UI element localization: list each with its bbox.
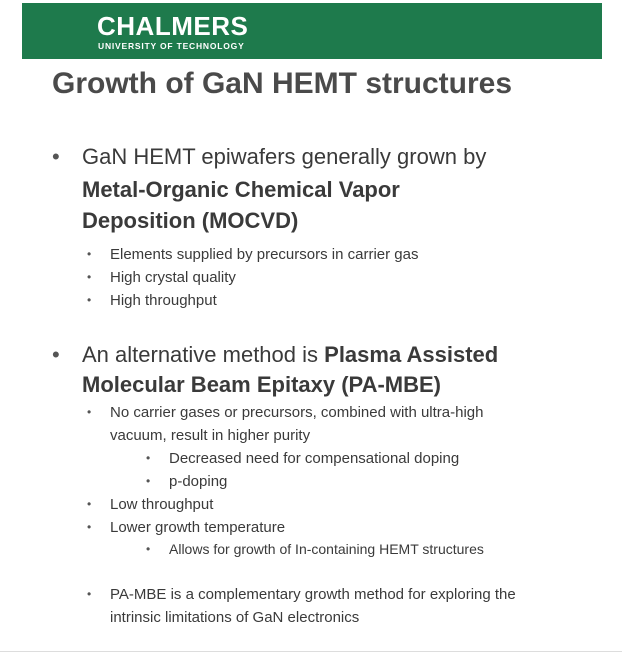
bullet-2-bold-line-1: Plasma Assisted: [324, 342, 499, 367]
bullet-1-sub-2-text: High crystal quality: [110, 269, 236, 286]
bullet-2-bold-line-2: Molecular Beam Epitaxy (PA-MBE): [82, 372, 442, 397]
bullet-2-sub-3: [87, 516, 590, 539]
brand-logo-subtitle: UNIVERSITY OF TECHNOLOGY: [98, 41, 245, 51]
bullet-1-bold-line-1: Metal-Organic Chemical Vapor: [82, 177, 400, 202]
bullet-1-sub-1-text: Elements supplied by precursors in carrier gas: [110, 246, 419, 263]
bullet-dot-icon: •: [52, 342, 60, 367]
bottom-divider: [0, 651, 622, 652]
bullet-2-sub-1-line-1: [87, 401, 590, 424]
bullet-2-sub-4-line-1: [87, 583, 590, 606]
bullet-1-line-3: [82, 206, 582, 236]
bullet-2-sub-1-child-2-text: p-doping: [169, 473, 228, 490]
bullet-1-line-2: [82, 175, 582, 205]
bullet-2-lead: An alternative method is: [82, 342, 325, 367]
bullet-2-sub-3-text: Lower growth temperature: [110, 519, 286, 536]
slide-title: Growth of GaN HEMT structures: [52, 67, 513, 100]
sub-bullet-dot-icon: •: [87, 293, 92, 307]
bullet-2-sub-3-child-1: [146, 538, 589, 561]
sub-bullet-dot-icon: •: [87, 247, 92, 261]
bullet-2-sub-2-text: Low throughput: [110, 496, 214, 513]
bullet-2-sub-4-text-1: PA-MBE is a complementary growth method for exploring the: [110, 586, 516, 603]
bullet-1-sub-3: [87, 289, 590, 312]
bullet-2-sub-4-text-2: intrinsic limitations of GaN electronics: [110, 609, 360, 626]
sub-sub-bullet-dot-icon: •: [146, 474, 151, 488]
bullet-2-sub-4-line-2: [110, 606, 590, 629]
bullet-1-sub-1: [87, 243, 590, 266]
bullet-2-sub-1-child-1-text: Decreased need for compensational doping: [169, 450, 460, 467]
bullet-2-sub-3-child-1-text: Allows for growth of In-containing HEMT structures: [169, 541, 484, 557]
bullet-2-sub-1-text-2: vacuum, result in higher purity: [110, 427, 311, 444]
bullet-2-line-1: [52, 340, 582, 370]
bullet-2-sub-1-child-2: [146, 470, 589, 493]
bullet-1-lead: GaN HEMT epiwafers generally grown by: [82, 144, 487, 169]
sub-bullet-dot-icon: •: [87, 497, 92, 511]
sub-bullet-dot-icon: •: [87, 405, 92, 419]
sub-bullet-dot-icon: •: [87, 270, 92, 284]
sub-sub-bullet-dot-icon: •: [146, 451, 151, 465]
sub-bullet-dot-icon: •: [87, 520, 92, 534]
bullet-2-sub-2: [87, 493, 590, 516]
bullet-1-bold-line-2: Deposition (MOCVD): [82, 208, 299, 233]
sub-bullet-dot-icon: •: [87, 587, 92, 601]
bullet-1-sub-2: [87, 266, 590, 289]
bullet-dot-icon: •: [52, 144, 60, 169]
bullet-2-sub-1-child-1: [146, 447, 589, 470]
sub-sub-bullet-dot-icon: •: [146, 542, 151, 556]
bullet-1-sub-3-text: High throughput: [110, 292, 217, 309]
bullet-2-sub-1-text-1: No carrier gases or precursors, combined with ultra-high: [110, 404, 484, 421]
header-band: [22, 3, 602, 59]
bullet-2-sub-1-line-2: [110, 424, 590, 447]
bullet-1-line-1: [52, 142, 582, 172]
bullet-2-line-2: [82, 370, 582, 400]
brand-logo-name: CHALMERS: [97, 11, 249, 41]
